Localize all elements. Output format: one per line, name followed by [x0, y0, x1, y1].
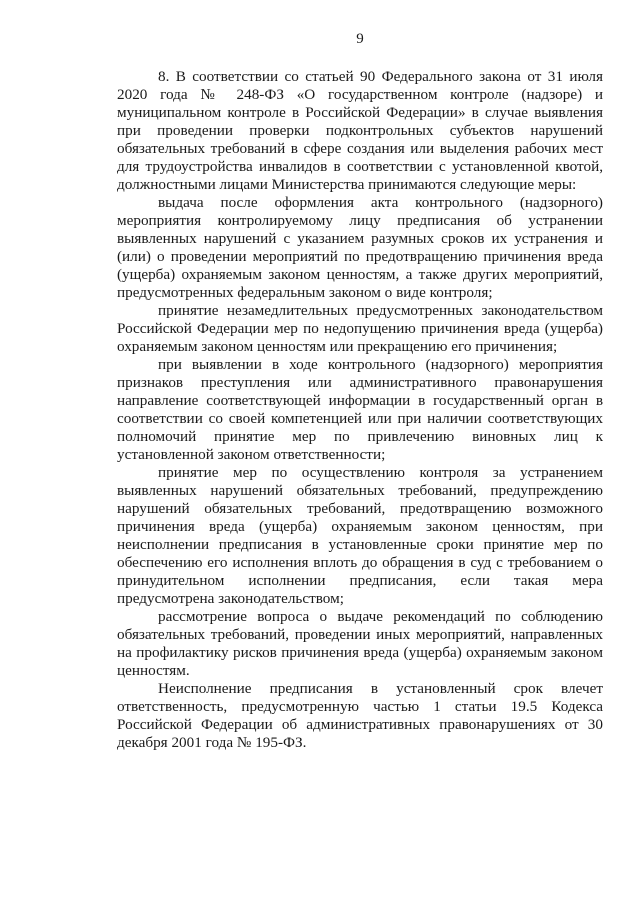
measure-control-elimination: принятие мер по осуществлению контроля за устранением выявленных нарушений обязательных требований, предупреждению нарушений обязательных требований, предотвращению возможного причинения вреда (ущерба) охраняемым законом ценностям, при неисполнении предписания в установленные сроки принятие мер по обеспечению его исполнения вплоть до обращения в суд с требованием о принудительном исполнении предписания, если такая мера предусмотрена законодательством; [117, 464, 603, 607]
page-number: 9 [356, 31, 364, 47]
paragraph-item-8: 8. В соответствии со статьей 90 Федерального закона от 31 июля 2020 года № 248-ФЗ «О государственном контроле (надзоре) и муниципальном контроле в Российской Федерации» в случае выявления при проведении проверки подконтрольных субъектов нарушений обязательных требований в сфере создания или выделения рабочих мест для трудоустройства инвалидов в соответствии с установленной квотой, должностными лицами Министерства принимаются следующие меры: [117, 68, 603, 193]
measure-immediate-action: принятие незамедлительных предусмотренных законодательством Российской Федерации мер по недопущению причинения вреда (ущерба) охраняемым законом ценностям или прекращению его причинения; [117, 302, 603, 355]
measure-issue-order: выдача после оформления акта контрольного (надзорного) мероприятия контролируемому лицу предписания об устранении выявленных нарушений с указанием разумных сроков их устранения и (или) о проведении мероприятий по предотвращению причинения вреда (ущерба) охраняемым законом ценностям, а также других мероприятий, предусмотренных федеральным законом о виде контроля; [117, 194, 603, 301]
document-body [117, 68, 603, 752]
paragraph-liability: Неисполнение предписания в установленный срок влечет ответственность, предусмотренную частью 1 статьи 19.5 Кодекса Российской Федерации об административных правонарушениях от 30 декабря 2001 года № 195-ФЗ. [117, 680, 603, 751]
measure-crime-report: при выявлении в ходе контрольного (надзорного) мероприятия признаков преступления или административного правонарушения направление соответствующей информации в государственный орган в соответствии со своей компетенцией или при наличии соответствующих полномочий принятие мер по привлечению виновных лиц к установленной законом ответственности; [117, 356, 603, 463]
measure-recommendations: рассмотрение вопроса о выдаче рекомендаций по соблюдению обязательных требований, проведении иных мероприятий, направленных на профилактику рисков причинения вреда (ущерба) охраняемым законом ценностям. [117, 608, 603, 679]
